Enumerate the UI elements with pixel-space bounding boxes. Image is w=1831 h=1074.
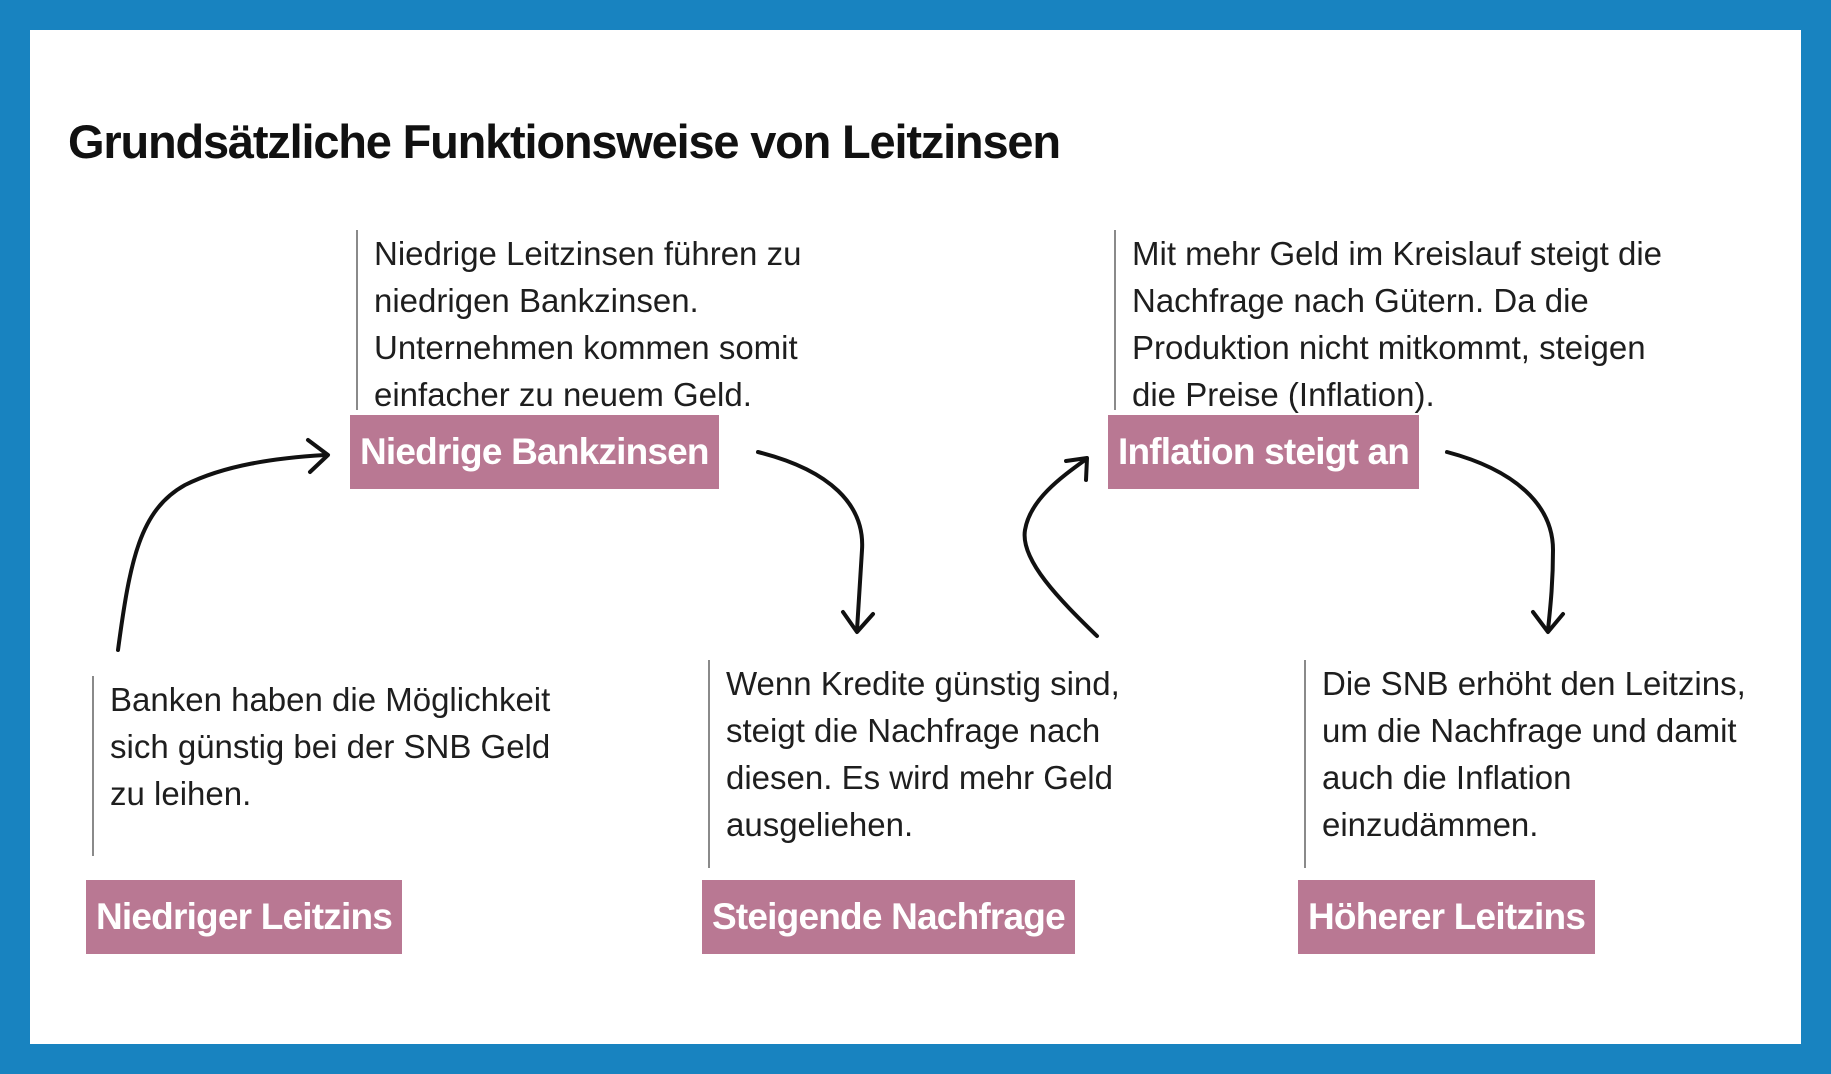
step-label-steigende-nachfrage: Steigende Nachfrage <box>702 880 1075 954</box>
step-description-inflation-steigt-an: Mit mehr Geld im Kreislauf steigt die Nachfrage nach Gütern. Da die Produktion nicht mitkommt, steigen die Preise (Inflation). <box>1114 230 1692 410</box>
step-label-hoeherer-leitzins: Höherer Leitzins <box>1298 880 1595 954</box>
step-label-inflation-steigt-an: Inflation steigt an <box>1108 415 1419 489</box>
page-title: Grundsätzliche Funktionsweise von Leitzinsen <box>68 115 1060 168</box>
step-label-niedrige-bankzinsen: Niedrige Bankzinsen <box>350 415 719 489</box>
step-description-steigende-nachfrage: Wenn Kredite günstig sind, steigt die Nachfrage nach diesen. Es wird mehr Geld ausgeliehen. <box>708 660 1196 868</box>
arrow-leitzins-to-bankzinsen <box>118 455 325 650</box>
arrow-nachfrage-to-inflation <box>1025 460 1097 636</box>
step-description-niedriger-leitzins: Banken haben die Möglichkeit sich günstig bei der SNB Geld zu leihen. <box>92 676 590 856</box>
arrow-bankzinsen-to-nachfrage <box>758 452 862 630</box>
step-description-hoeherer-leitzins: Die SNB erhöht den Leitzins, um die Nachfrage und damit auch die Inflation einzudämmen. <box>1304 660 1782 868</box>
step-description-niedrige-bankzinsen: Niedrige Leitzinsen führen zu niedrigen Bankzinsen. Unternehmen kommen somit einfacher zu neuem Geld. <box>356 230 894 410</box>
arrow-inflation-to-leitzins <box>1447 452 1553 630</box>
step-label-niedriger-leitzins: Niedriger Leitzins <box>86 880 402 954</box>
